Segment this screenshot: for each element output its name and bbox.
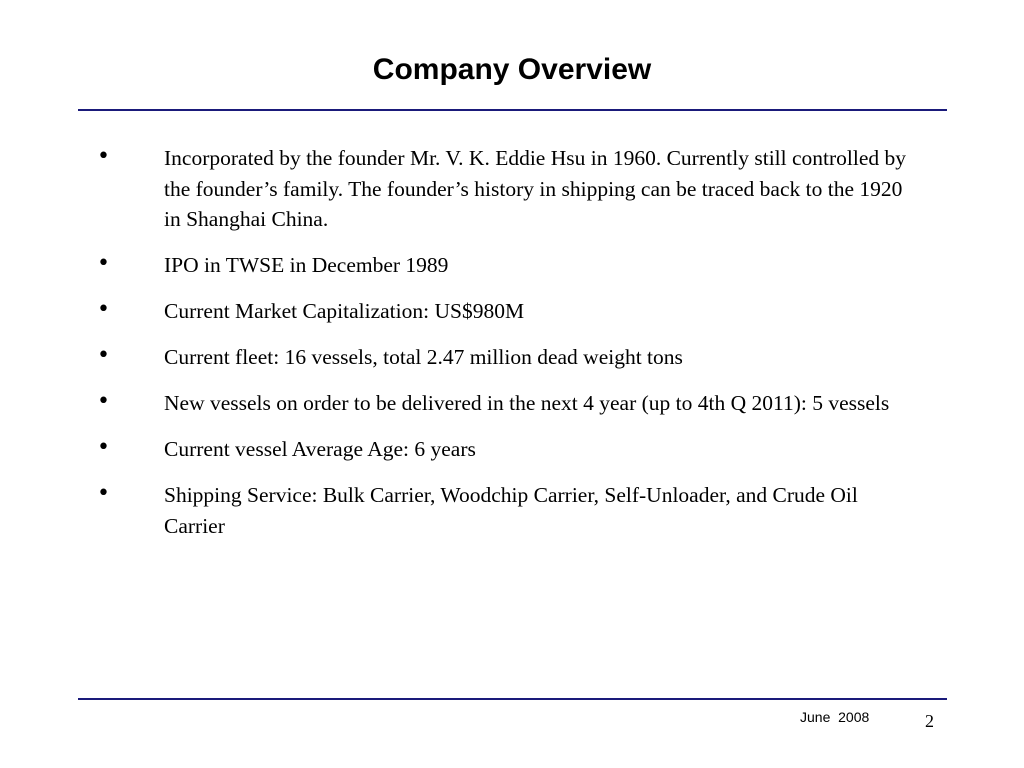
bullet-item xyxy=(0,342,914,373)
bullet-text: IPO in TWSE in December 1989 xyxy=(164,253,449,277)
bullet-text: Shipping Service: Bulk Carrier, Woodchip Carrier, Self-Unloader, and Crude Oil Carrier xyxy=(164,483,858,538)
bullet-icon: • xyxy=(97,389,110,414)
bullet-icon: • xyxy=(97,297,110,322)
bullet-icon: • xyxy=(97,343,110,368)
bullet-item xyxy=(0,296,914,327)
bullet-item xyxy=(0,388,914,419)
footer-date: June 2008 xyxy=(800,709,870,725)
bullet-text: Current vessel Average Age: 6 years xyxy=(164,437,476,461)
bullet-item xyxy=(0,143,914,235)
bullet-text: Current fleet: 16 vessels, total 2.47 million dead weight tons xyxy=(164,345,683,369)
bullet-icon: • xyxy=(97,144,110,169)
title-divider xyxy=(78,109,947,111)
bullet-text: New vessels on order to be delivered in the next 4 year (up to 4th Q 2011): 5 vessels xyxy=(164,391,890,415)
bullet-item xyxy=(0,250,914,281)
bullet-icon: • xyxy=(97,435,110,460)
footer-divider xyxy=(78,698,947,700)
bullet-list xyxy=(0,143,1024,557)
bullet-text: Current Market Capitalization: US$980M xyxy=(164,299,525,323)
bullet-item xyxy=(0,434,914,465)
bullet-icon: • xyxy=(97,481,110,506)
page-number: 2 xyxy=(925,711,934,731)
bullet-item xyxy=(0,480,914,541)
slide-title: Company Overview xyxy=(372,53,652,86)
bullet-text: Incorporated by the founder Mr. V. K. Eddie Hsu in 1960. Currently still controlled by the founder’s family. The founder’s history in shipping can be traced back to the 1920 in Shanghai China. xyxy=(164,146,907,231)
bullet-icon: • xyxy=(97,251,110,276)
